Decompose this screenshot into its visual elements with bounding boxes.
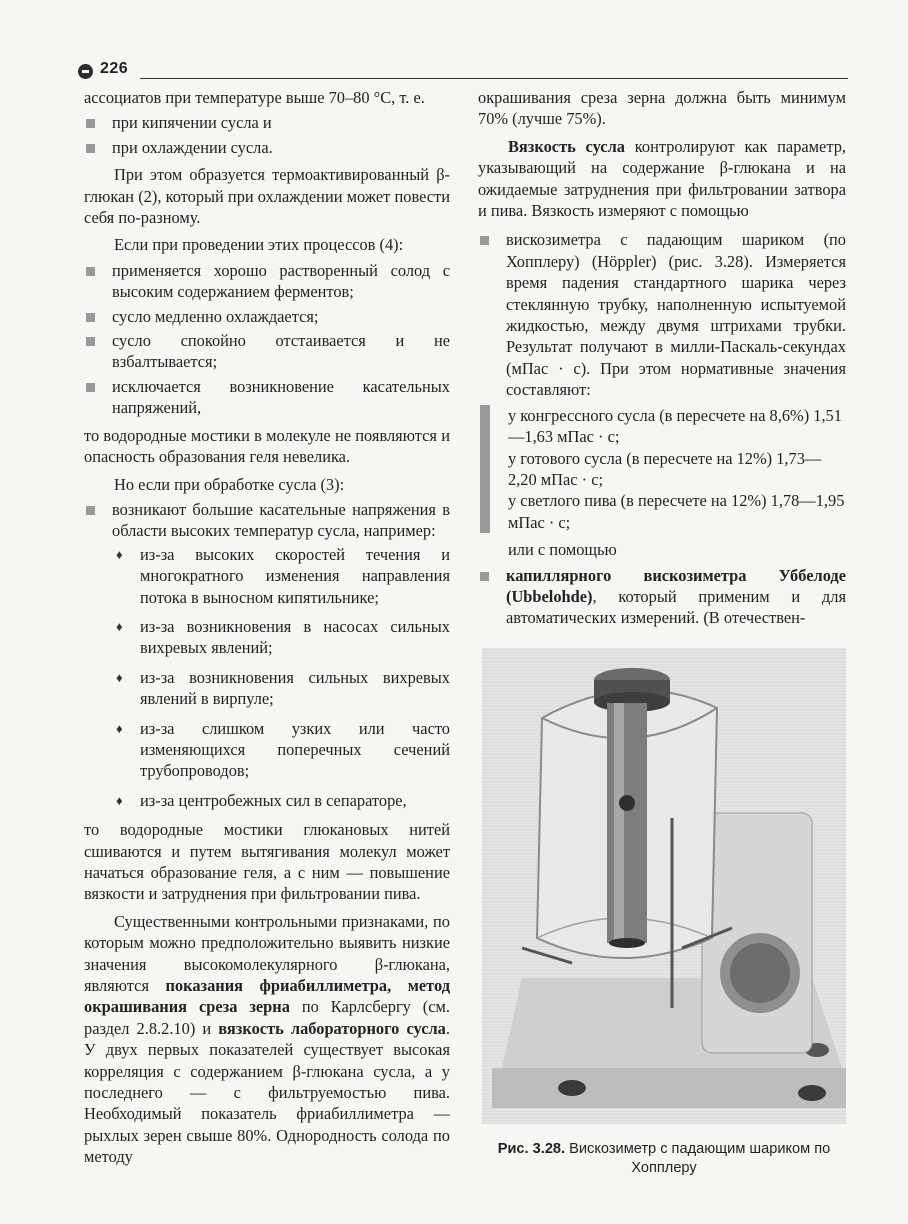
list-item: при кипячении сусла и bbox=[84, 112, 450, 133]
paragraph: окрашивания среза зерна должна быть минимум 70% (лучше 75%). bbox=[478, 88, 846, 129]
list-item bbox=[84, 499, 450, 811]
bullet-list bbox=[478, 565, 846, 629]
paragraph: или с помощью bbox=[508, 540, 617, 560]
norm-value: у готового сусла (в пересчете на 12%) 1,73—2,20 мПас · с; bbox=[508, 448, 822, 489]
figure-caption-text: Вискозиметр с падающим шариком по Хопплеру bbox=[565, 1141, 831, 1176]
right-column bbox=[478, 87, 846, 632]
list-item-text: вискозиметра с падающим шариком (по Хопплеру) (Höppler) (рис. 3.28). Измеряется время падения стандартного шарика через стеклянную трубку, наполненную испытуемой жидкостью, между двумя штрихами трубки. Результат получают в милли-Паскаль-секундах (мПас · с). При этом нормативные значения составляют: bbox=[506, 230, 846, 400]
sublist-item: ♦ из-за слишком узких или часто изменяющихся поперечных сечений трубопроводов; bbox=[112, 718, 450, 782]
norm-value: у светлого пива (в пересчете на 12%) 1,78—1,95 мПас · с; bbox=[508, 491, 845, 532]
bullet-list bbox=[84, 260, 450, 419]
text-run: контролируют как параметр, указывающий на содержание β-глюкана и на ожидаемые затруднения при фильтровании затвора и пива. Вязкость измеряют с помощью bbox=[478, 136, 846, 221]
paragraph: ассоциатов при температуре выше 70–80 °С, т. е. bbox=[84, 88, 425, 107]
paragraph: то водородные мостики в молекуле не появляются и опасность образования геля невелика. bbox=[84, 425, 450, 467]
norm-values-block bbox=[478, 405, 846, 533]
bullet-list bbox=[478, 229, 846, 400]
left-column bbox=[84, 87, 450, 1168]
viscometer-photo bbox=[482, 648, 846, 1124]
bullet-list bbox=[84, 499, 450, 811]
figure-number: Рис. 3.28. bbox=[497, 1141, 566, 1157]
list-item: сусло спокойно отстаивается и не взбалтывается; bbox=[84, 330, 450, 373]
list-item: применяется хорошо растворенный солод с высоким содержанием ферментов; bbox=[84, 260, 450, 303]
bold-term: показания фриабиллиметра, метод окрашивания среза зерна bbox=[84, 976, 450, 1017]
list-item: при охлаждении сусла. bbox=[84, 137, 450, 158]
diamond-sublist bbox=[112, 544, 450, 811]
sublist-item: ♦ из-за высоких скоростей течения и многократного изменения направления потока в выносном кипятильнике; bbox=[112, 544, 450, 608]
sublist-item: ♦ из-за возникновения сильных вихревых явлений в вирпуле; bbox=[112, 667, 450, 710]
list-item: исключается возникновение касательных напряжений, bbox=[84, 376, 450, 419]
figure-caption bbox=[482, 1140, 846, 1178]
bold-term: вязкость лабораторного сусла bbox=[218, 1018, 446, 1038]
header-rule bbox=[140, 78, 848, 79]
text-run: по Карлсбергу (см. раздел 2.8.2.10) и bbox=[84, 997, 450, 1038]
norm-value: у конгрессного сусла (в пересчете на 8,6%) 1,51—1,63 мПас · с; bbox=[508, 405, 842, 447]
list-item bbox=[478, 229, 846, 400]
list-item-text: возникают большие касательные напряжения в области высоких температур сусла, например: bbox=[112, 499, 450, 541]
paragraph: Если при проведении этих процессов (4): bbox=[114, 235, 404, 255]
page-number: 226 bbox=[100, 60, 129, 77]
text-run: . У двух первых показателей существует высокая корреляция с содержанием β-глюкана сусла, а у последнего — с фильтруемостью пива. Необходимый показатель фриабиллиметра — рыхлых зерен свыше 80%. Однородность солода по методу bbox=[84, 1018, 450, 1167]
page-marker-icon bbox=[78, 64, 93, 79]
bold-term: капиллярного вискозиметра Уббелоде (Ubbelohde) bbox=[506, 565, 846, 606]
text-run: , который применим и для автоматических измерений. (В отечествен- bbox=[506, 586, 846, 628]
page-header bbox=[78, 60, 848, 82]
paragraph bbox=[84, 911, 450, 1168]
bullet-list bbox=[84, 112, 450, 158]
paragraph bbox=[478, 136, 846, 222]
paragraph: то водородные мостики глюкановых нитей сшиваются и путем вытягивания молекул может начаться образование геля, а с ним — повышение вязкости и затруднения при фильтровании пива. bbox=[84, 820, 450, 904]
paragraph: Но если при обработке сусла (3): bbox=[114, 474, 345, 494]
sublist-item: ♦ из-за возникновения в насосах сильных вихревых явлений; bbox=[112, 616, 450, 659]
sublist-item: ♦ из-за центробежных сил в сепараторе, bbox=[112, 790, 450, 811]
list-item bbox=[478, 565, 846, 629]
bold-term: Вязкость сусла bbox=[508, 136, 625, 156]
paragraph: При этом образуется термоактивированный β-глюкан (2), который при охлаждении может повести себя по-разному. bbox=[84, 165, 450, 228]
text-run: Существенными контрольными признаками, по которым можно предположительно выявить низкие значения высокомолекулярного β-глюкана, являются bbox=[84, 911, 450, 996]
list-item: сусло медленно охлаждается; bbox=[84, 306, 450, 327]
